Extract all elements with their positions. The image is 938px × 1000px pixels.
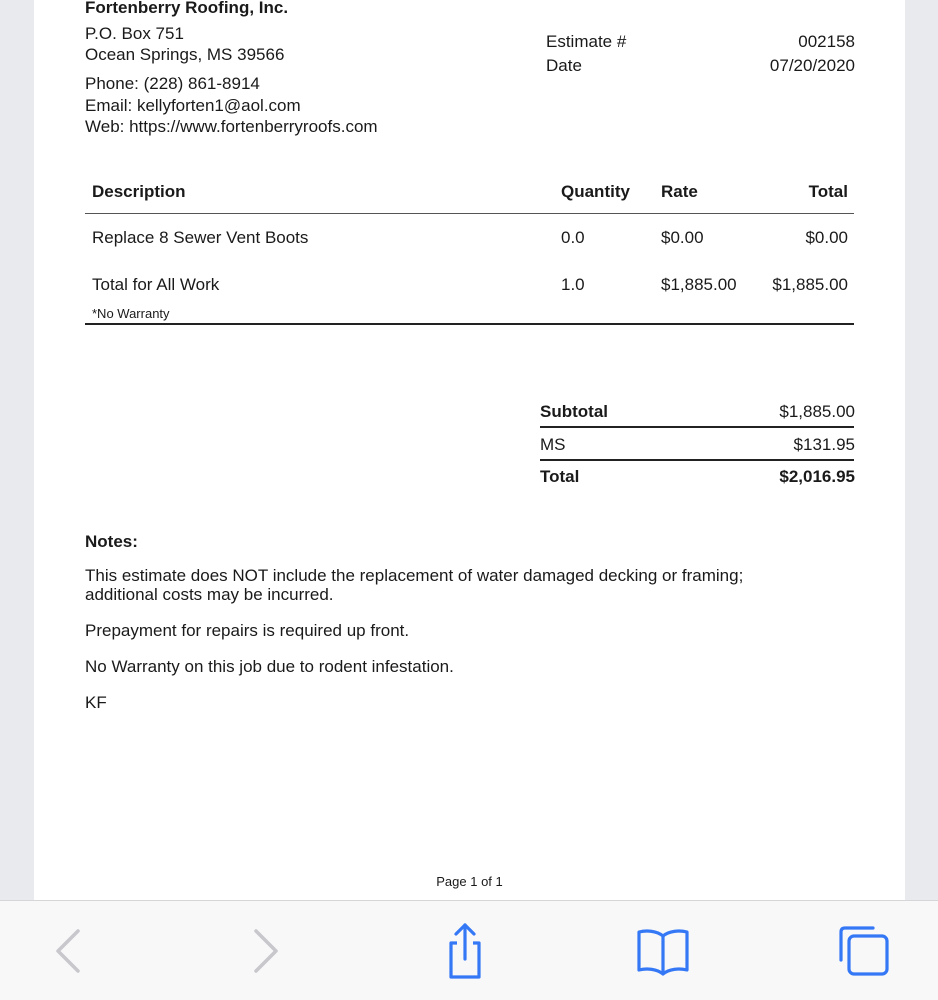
- company-name: Fortenberry Roofing, Inc.: [85, 0, 289, 17]
- company-address-line1: P.O. Box 751: [85, 24, 184, 43]
- company-email[interactable]: Email: kellyforten1@aol.com: [85, 96, 301, 115]
- page-indicator: Page 1 of 1: [436, 874, 503, 889]
- tax-label: MS: [540, 435, 566, 454]
- row-quantity: 1.0: [561, 275, 585, 294]
- back-button[interactable]: [36, 919, 100, 983]
- tabs-button[interactable]: [830, 919, 894, 983]
- col-header-rate: Rate: [661, 182, 698, 201]
- company-phone: Phone: (228) 861-8914: [85, 74, 260, 93]
- row-total: $0.00: [805, 228, 848, 247]
- row-rate: $1,885.00: [661, 275, 737, 294]
- estimate-date-label: Date: [546, 56, 582, 75]
- col-header-total: Total: [808, 182, 848, 201]
- estimate-number-label: Estimate #: [546, 32, 627, 51]
- subtotal-value: $1,885.00: [779, 402, 855, 421]
- row-total: $1,885.00: [772, 275, 848, 294]
- row-warranty-note: *No Warranty: [92, 306, 170, 321]
- table-bottom-divider: [85, 323, 854, 325]
- note-no-warranty: No Warranty on this job due to rodent infestation.: [85, 657, 454, 676]
- tax-value: $131.95: [793, 435, 855, 454]
- subtotal-label: Subtotal: [540, 402, 608, 421]
- total-value: $2,016.95: [779, 467, 855, 486]
- col-header-description: Description: [92, 182, 186, 201]
- row-rate: $0.00: [661, 228, 704, 247]
- bookmarks-button[interactable]: [631, 919, 695, 983]
- tax-divider: [540, 459, 854, 461]
- browser-toolbar: [0, 900, 938, 1000]
- estimate-page: [34, 0, 905, 900]
- forward-button[interactable]: [234, 919, 298, 983]
- subtotal-divider: [540, 426, 854, 428]
- row-quantity: 0.0: [561, 228, 585, 247]
- company-website[interactable]: Web: https://www.fortenberryroofs.com: [85, 117, 378, 136]
- row-description: Replace 8 Sewer Vent Boots: [92, 228, 309, 247]
- bookmarks-icon: [635, 926, 691, 976]
- share-button[interactable]: [433, 919, 497, 983]
- note-decking: This estimate does NOT include the replacement of water damaged decking or framing; additional costs may be incurred.: [85, 566, 744, 604]
- table-header-divider: [85, 213, 854, 214]
- forward-icon: [246, 927, 286, 975]
- estimate-date-value: 07/20/2020: [769, 56, 855, 75]
- share-icon: [440, 921, 490, 981]
- row-description: Total for All Work: [92, 275, 220, 294]
- back-icon: [48, 927, 88, 975]
- note-prepayment: Prepayment for repairs is required up front.: [85, 621, 410, 640]
- total-label: Total: [540, 467, 580, 486]
- estimate-number-value: 002158: [798, 32, 855, 51]
- col-header-quantity: Quantity: [561, 182, 630, 201]
- tabs-icon: [833, 922, 891, 980]
- note-initials: KF: [85, 693, 107, 712]
- company-address-line2: Ocean Springs, MS 39566: [85, 45, 285, 64]
- notes-title: Notes:: [85, 532, 138, 551]
